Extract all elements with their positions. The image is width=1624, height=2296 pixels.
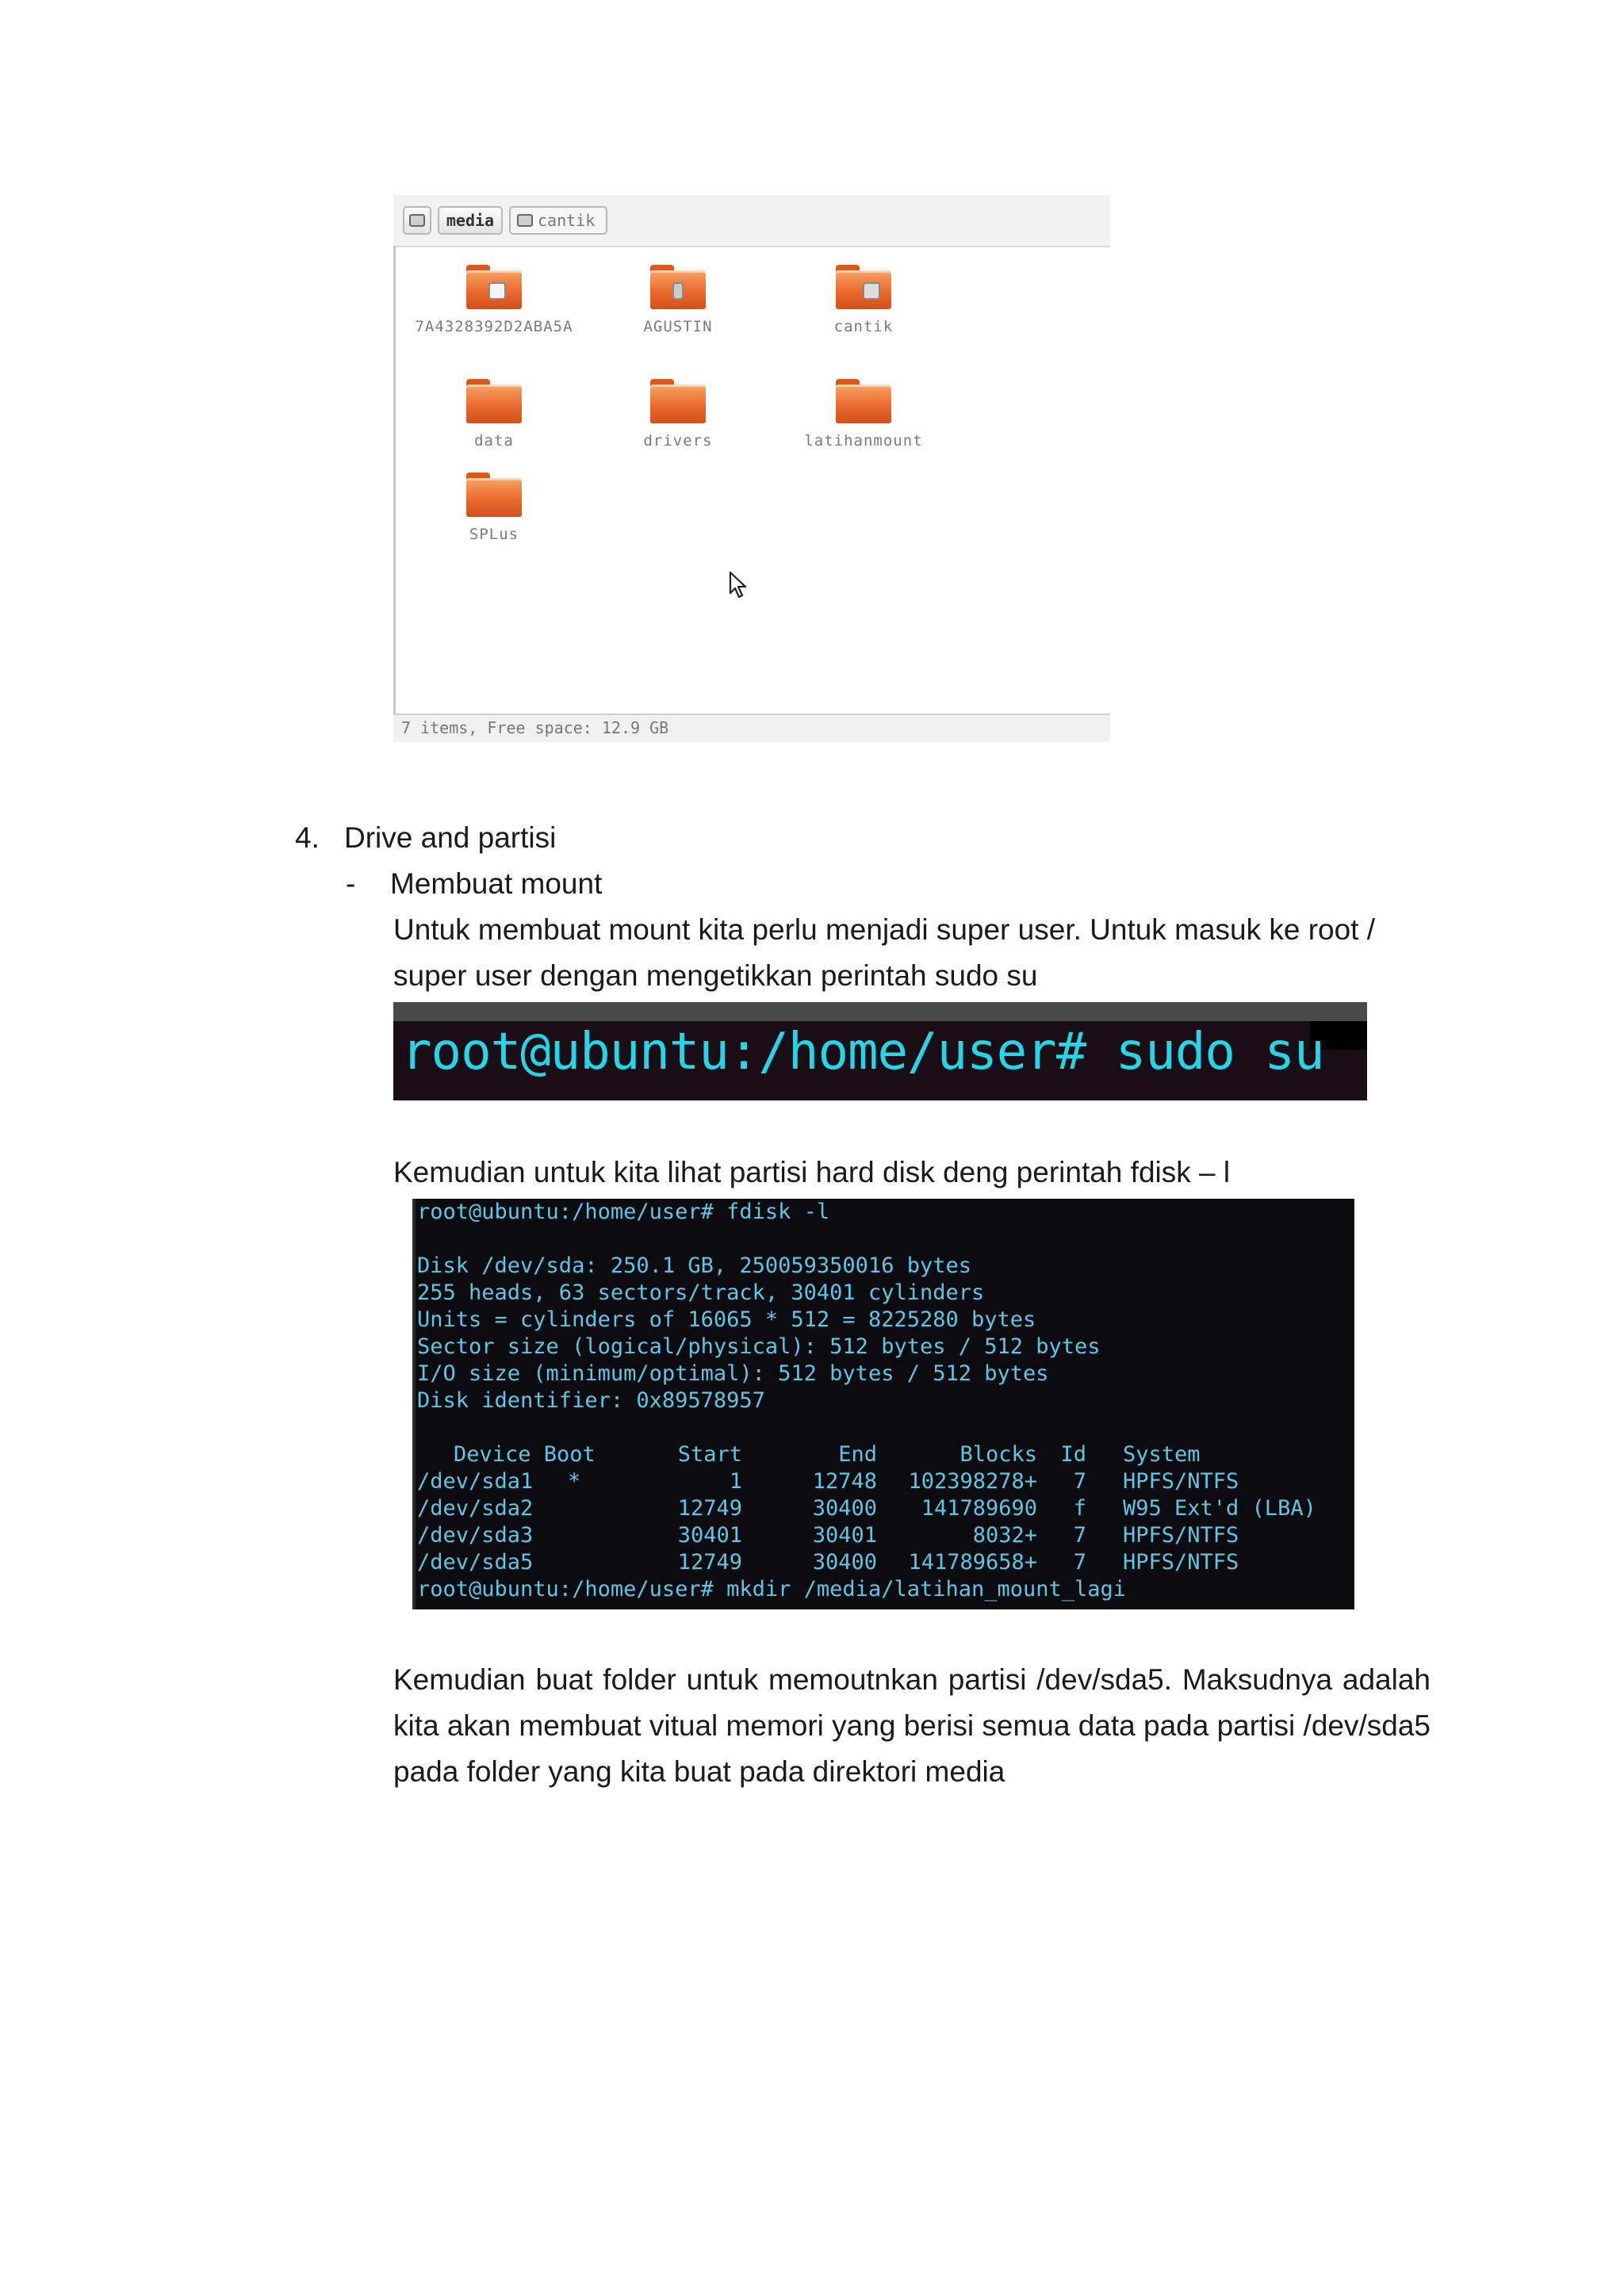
folder-item[interactable] (403, 473, 585, 544)
bullet-dash: - (346, 867, 356, 900)
partition-system: HPFS/NTFS (1123, 1550, 1239, 1575)
breadcrumb-media[interactable]: media (438, 206, 503, 235)
folder-icon (466, 473, 522, 517)
disk-info-line: Units = cylinders of 16065 * 512 = 8225280 bytes (417, 1307, 1036, 1332)
partition-blocks: 141789658+ (908, 1550, 1037, 1575)
document-emblem-icon (488, 282, 506, 300)
partition-system: HPFS/NTFS (1123, 1469, 1239, 1494)
column-header-system: System (1123, 1442, 1201, 1467)
terminal-partial-next-line (401, 1085, 1367, 1100)
partition-start: 1 (729, 1469, 742, 1494)
disk-info-line: Sector size (logical/physical): 512 bytes / 512 bytes (417, 1334, 1101, 1359)
partition-id: 7 (1073, 1550, 1086, 1575)
folder-label: 7A4328392D2ABA5A (415, 318, 573, 335)
status-bar: 7 items, Free space: 12.9 GB (393, 714, 1110, 742)
column-header-blocks: Blocks (959, 1442, 1037, 1467)
paragraph-fdisk: Kemudian untuk kita lihat partisi hard disk deng perintah fdisk – l (393, 1156, 1231, 1188)
folder-label: SPLus (469, 526, 519, 543)
partition-start: 12749 (677, 1496, 742, 1521)
disk-info-line: 255 heads, 63 sectors/track, 30401 cylinders (417, 1280, 985, 1305)
terminal-command-line: root@ubuntu:/home/user# fdisk -l (417, 1200, 830, 1224)
folder-icon (836, 379, 891, 423)
drive-icon (409, 214, 425, 227)
disk-info-line: I/O size (minimum/optimal): 512 bytes / 512 bytes (417, 1361, 1049, 1386)
terminal-titlebar (393, 1002, 1367, 1021)
section-title: Drive and partisi (344, 821, 557, 854)
folder-label: cantik (833, 318, 894, 335)
partition-system: HPFS/NTFS (1123, 1523, 1239, 1548)
partition-device: /dev/sda3 (417, 1523, 534, 1548)
folder-item[interactable] (772, 265, 955, 336)
terminal-sudo-screenshot (393, 1002, 1367, 1100)
folder-item[interactable] (587, 379, 769, 450)
folder-icon (650, 379, 706, 423)
terminal-mkdir-line: root@ubuntu:/home/user# mkdir /media/latihan_mount_lagi (417, 1577, 1127, 1601)
folder-icon (650, 265, 706, 309)
partition-device: /dev/sda2 (417, 1496, 534, 1521)
section-number: 4. (295, 821, 320, 854)
folder-item[interactable] (587, 265, 769, 336)
partition-device: /dev/sda1 (417, 1469, 534, 1494)
folder-icon (466, 265, 522, 309)
usb-emblem-icon (672, 282, 684, 300)
partition-device: /dev/sda5 (417, 1550, 534, 1575)
terminal-sudo-line: root@ubuntu:/home/user# sudo su (401, 1023, 1324, 1081)
partition-blocks: 8032+ (972, 1523, 1037, 1548)
partition-end: 30401 (812, 1523, 877, 1548)
partition-end: 30400 (812, 1496, 877, 1521)
terminal-fdisk-screenshot (412, 1199, 1354, 1609)
partition-start: 30401 (677, 1523, 742, 1548)
partition-end: 30400 (812, 1550, 877, 1575)
disk-info-line: Disk identifier: 0x89578957 (417, 1388, 765, 1413)
breadcrumb-drive-button[interactable] (403, 206, 431, 235)
partition-blocks: 141789690 (921, 1496, 1037, 1521)
folder-label: AGUSTIN (643, 318, 713, 335)
terminal-left-edge (412, 1199, 416, 1609)
file-manager-screenshot (393, 195, 1110, 742)
column-header-start: Start (677, 1442, 742, 1467)
paragraph-sudo: Untuk membuat mount kita perlu menjadi super user. Untuk masuk ke root / super user dengan mengetikkan perintah sudo su (393, 913, 1376, 992)
pane-border (393, 246, 396, 714)
partition-system: W95 Ext'd (LBA) (1123, 1496, 1316, 1521)
folder-item[interactable] (772, 379, 955, 450)
folder-icon (836, 265, 891, 309)
partition-blocks: 102398278+ (908, 1469, 1037, 1494)
column-header-end: End (838, 1442, 877, 1467)
partition-id: 7 (1073, 1523, 1086, 1548)
column-header-device-boot: Device Boot (454, 1442, 596, 1467)
location-bar (393, 195, 1110, 247)
paragraph-mount-folder: Kemudian buat folder untuk memoutnkan partisi /dev/sda5. Maksudnya adalah kita akan membuat vitual memori yang berisi semua data pada partisi /dev/sda5 pada folder yang kita buat pada direktori media (393, 1663, 1431, 1788)
subsection-title: Membuat mount (390, 867, 603, 900)
folder-label: drivers (643, 432, 713, 450)
column-header-id: Id (1060, 1442, 1086, 1467)
disk-info-line: Disk /dev/sda: 250.1 GB, 250059350016 bytes (417, 1253, 971, 1278)
folder-label: latihanmount (804, 432, 923, 450)
folder-icon (466, 379, 522, 423)
folder-label: data (474, 432, 514, 450)
mouse-pointer-icon (728, 571, 750, 599)
partition-end: 12748 (812, 1469, 877, 1494)
breadcrumb-cantik-label: cantik (538, 211, 596, 230)
drive-icon (517, 214, 533, 227)
folder-item[interactable] (403, 379, 585, 450)
breadcrumb-cantik[interactable] (509, 206, 607, 235)
partition-boot-flag: * (568, 1469, 581, 1494)
drive-emblem-icon (863, 282, 880, 300)
partition-start: 12749 (677, 1550, 742, 1575)
folder-item[interactable] (403, 265, 585, 336)
partition-id: f (1073, 1496, 1086, 1521)
partition-id: 7 (1073, 1469, 1086, 1494)
